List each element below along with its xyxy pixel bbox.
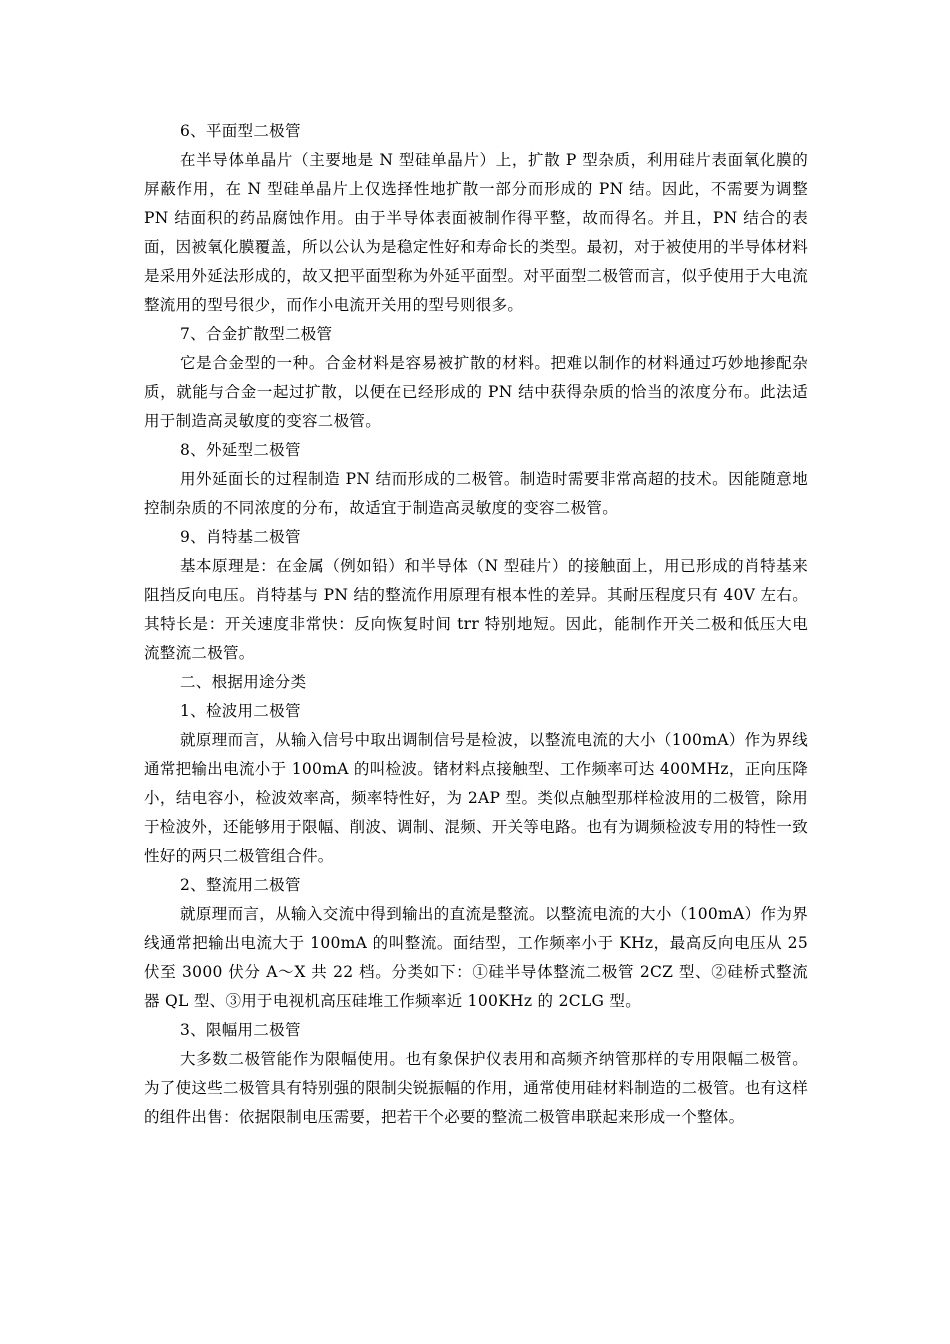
paragraph-limiter-diode: 大多数二极管能作为限幅使用。也有象保护仪表用和高频齐纳管那样的专用限幅二极管。为了使这些二极管具有特别强的限制尖锐振幅的作用，通常使用硅材料制造的二极管。也有这样的组件出售：依据限制电压需要，把若干个必要的整流二极管串联起来形成一个整体。 (144, 1050, 808, 1126)
document-page (144, 117, 808, 1132)
paragraph-schottky-diode: 基本原理是：在金属（例如铅）和半导体（N 型硅片）的接触面上，用已形成的肖特基来阻挡反向电压。肖特基与 PN 结的整流作用原理有根本性的差异。其耐压程度只有 40V 左右。其特长是：开关速度非常快：反向恢复时间 trr 特别地短。因此，能制作开关二极和低压大电流整流二极管。 (144, 557, 808, 662)
section-heading-schottky-diode: 9、肖特基二极管 (180, 528, 301, 546)
section-heading-detection-diode: 1、检波用二极管 (180, 702, 301, 720)
paragraph-rectifier-diode: 就原理而言，从输入交流中得到输出的直流是整流。以整流电流的大小（100mA）作为界线通常把输出电流大于 100mA 的叫整流。面结型，工作频率小于 KHz，最高反向电压从 25 伏至 3000 伏分 A～X 共 22 档。分类如下：①硅半导体整流二极管 2CZ 型、②硅桥式整流器 QL 型、③用于电视机高压硅堆工作频率近 100KHz 的 2CLG 型。 (144, 905, 808, 1010)
paragraph-epitaxial-diode: 用外延面长的过程制造 PN 结而形成的二极管。制造时需要非常高超的技术。因能随意地控制杂质的不同浓度的分布，故适宜于制造高灵敏度的变容二极管。 (144, 470, 808, 517)
paragraph-alloy-diffusion-diode: 它是合金型的一种。合金材料是容易被扩散的材料。把难以制作的材料通过巧妙地掺配杂质，就能与合金一起过扩散，以便在已经形成的 PN 结中获得杂质的恰当的浓度分布。此法适用于制造高灵敏度的变容二极管。 (144, 354, 808, 430)
paragraph-planar-diode: 在半导体单晶片（主要地是 N 型硅单晶片）上，扩散 P 型杂质，利用硅片表面氧化膜的屏蔽作用，在 N 型硅单晶片上仅选择性地扩散一部分而形成的 PN 结。因此，不需要为调整 PN 结面积的药品腐蚀作用。由于半导体表面被制作得平整，故而得名。并且，PN 结合的表面，因被氧化膜覆盖，所以公认为是稳定性好和寿命长的类型。最初，对于被使用的半导体材料是采用外延法形成的，故又把平面型称为外延平面型。对平面型二极管而言，似乎使用于大电流整流用的型号很少，而作小电流开关用的型号则很多。 (144, 151, 808, 314)
section-heading-planar-diode: 6、平面型二极管 (180, 122, 301, 140)
section-heading-by-usage: 二、根据用途分类 (180, 673, 307, 691)
paragraph-detection-diode: 就原理而言，从输入信号中取出调制信号是检波，以整流电流的大小（100mA）作为界线通常把输出电流小于 100mA 的叫检波。锗材料点接触型、工作频率可达 400MHz，正向压降小，结电容小，检波效率高，频率特性好，为 2AP 型。类似点触型那样检波用的二极管，除用于检波外，还能够用于限幅、削波、调制、混频、开关等电路。也有为调频检波专用的特性一致性好的两只二极管组合件。 (144, 731, 808, 865)
section-heading-rectifier-diode: 2、整流用二极管 (180, 876, 301, 894)
section-heading-alloy-diffusion-diode: 7、合金扩散型二极管 (180, 325, 333, 343)
section-heading-limiter-diode: 3、限幅用二极管 (180, 1021, 301, 1039)
section-heading-epitaxial-diode: 8、外延型二极管 (180, 441, 301, 459)
